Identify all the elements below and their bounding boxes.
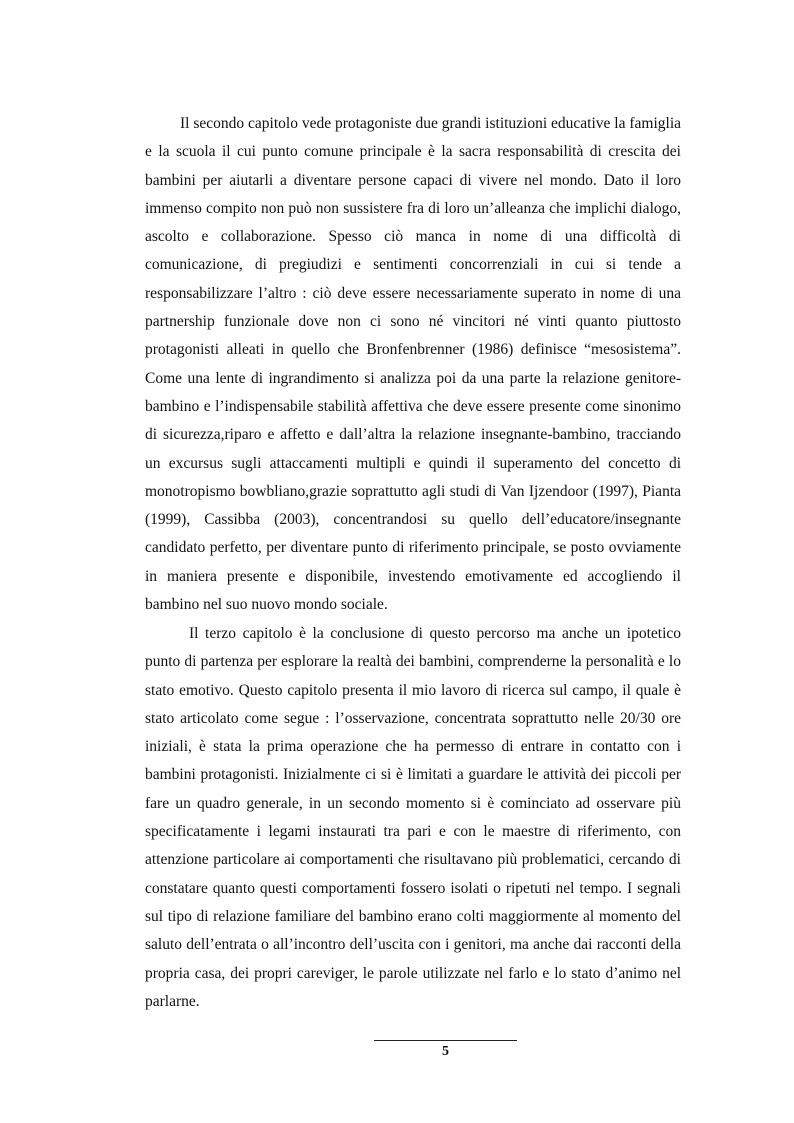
- page-number: 5: [442, 1044, 449, 1059]
- paragraph-third-chapter: Il terzo capitolo è la conclusione di questo percorso ma anche un ipotetico punto di partenza per esplorare la realtà dei bambini, comprenderne la personalità e lo stato emotivo. Questo capitolo presenta il mio lavoro di ricerca sul campo, il quale è stato articolato come segue : l’osservazione, concentrata soprattutto nelle 20/30 ore iniziali, è stata la prima operazione che ha permesso di entrare in contatto con i bambini protagonisti. Inizialmente ci si è limitati a guardare le attività dei piccoli per fare un quadro generale, in un secondo momento si è cominciato ad osservare più specificatamente i legami instaurati tra pari e con le maestre di riferimento, con attenzione particolare ai comportamenti che risultavano più problematici, cercando di constatare quanto questi comportamenti fossero isolati o ripetuti nel tempo. I segnali sul tipo di relazione familiare del bambino erano colti maggiormente al momento del saluto dell’entrata o all’incontro dell’uscita con i genitori, ma anche dai racconti della propria casa, dei propri careviger, le parole utilizzate nel farlo e lo stato d’animo nel parlarne.: [145, 625, 681, 1010]
- paragraph-second-chapter: Il secondo capitolo vede protagoniste due grandi istituzioni educative la famiglia e la scuola il cui punto comune principale è la sacra responsabilità di crescita dei bambini per aiutarli a diventare persone capaci di vivere nel mondo. Dato il loro immenso compito non può non sussistere fra di loro un’alleanza che implichi dialogo, ascolto e collaborazione. Spesso ciò manca in nome di una difficoltà di comunicazione, di pregiudizi e sentimenti concorrenziali in cui si tende a responsabilizzare l’altro : ciò deve essere necessariamente superato in nome di una partnership funzionale dove non ci sono né vincitori né vinti quanto piuttosto protagonisti alleati in quello che Bronfenbrenner (1986) definisce “mesosistema”. Come una lente di ingrandimento si analizza poi da una parte la relazione genitore-bambino e l’indispensabile stabilità affettiva che deve essere presente come sinonimo di sicurezza,riparo e affetto e dall’altra la relazione insegnante-bambino, tracciando un excursus sugli attaccamenti multipli e quindi il superamento del concetto di monotropismo bowbliano,grazie soprattutto agli studi di Van Ijzendoor (1997), Pianta (1999), Cassibba (2003), concentrandosi su quello dell’educatore/insegnante candidato perfetto, per diventare punto di riferimento principale, se posto ovviamente in maniera presente e disponibile, investendo emotivamente ed accogliendo il bambino nel suo nuovo mondo sociale.: [145, 115, 682, 614]
- footer-divider: [374, 1040, 517, 1041]
